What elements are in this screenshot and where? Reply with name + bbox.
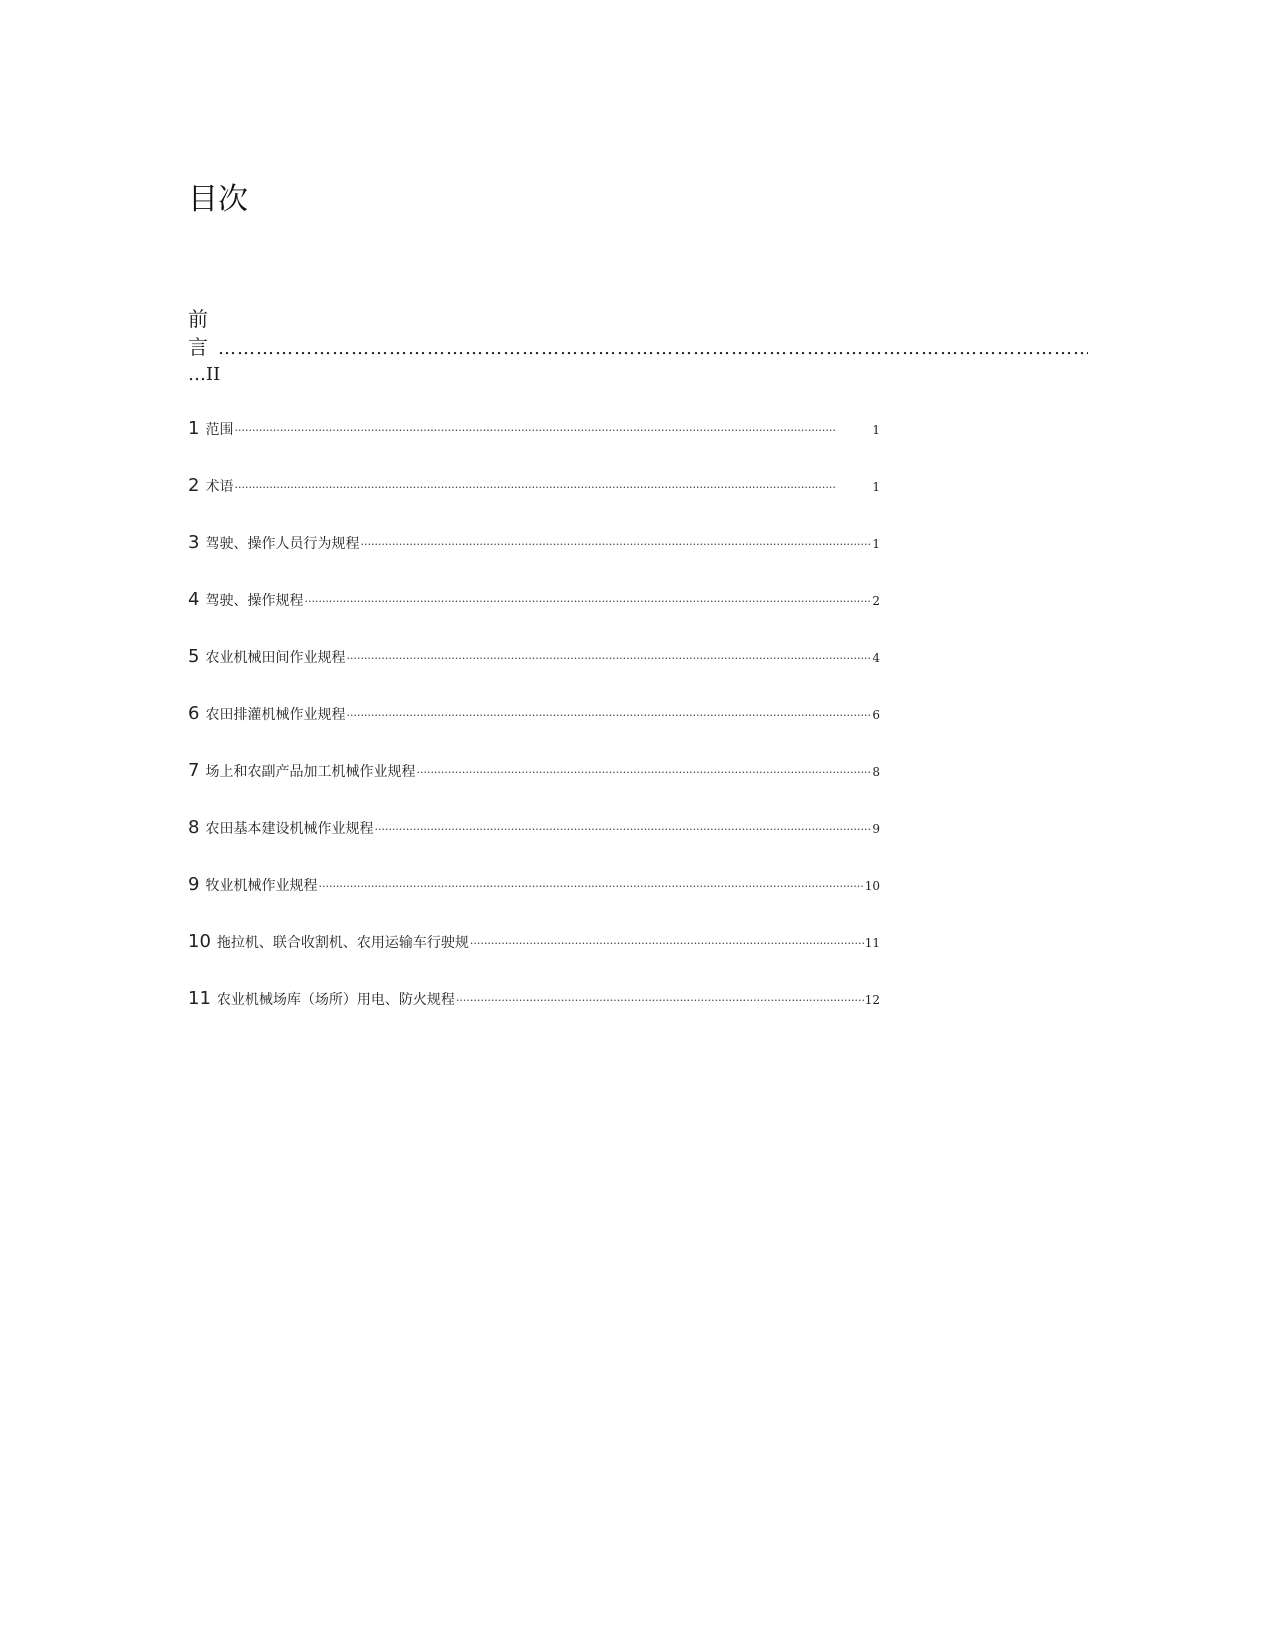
dot-leader — [234, 424, 871, 437]
toc-entry-page: 2 — [872, 594, 880, 608]
dot-leader — [360, 538, 871, 551]
toc-entry[interactable] — [188, 931, 880, 988]
dot-leader — [470, 937, 864, 950]
toc-entry[interactable] — [188, 532, 880, 589]
toc-entry-number: 2 — [188, 475, 200, 496]
toc-entry[interactable] — [188, 646, 880, 703]
toc-entry-number: 1 — [188, 418, 200, 439]
toc-entry[interactable] — [188, 817, 880, 874]
toc-entry-title: 农业机械场库（场所）用电、防火规程 — [216, 992, 455, 1008]
toc-entry-title: 驾驶、操作规程 — [205, 593, 304, 609]
preface-page-number: …II — [188, 364, 221, 385]
toc-entry-number: 7 — [188, 760, 200, 781]
toc-entry[interactable] — [188, 874, 880, 931]
toc-entry-page: 4 — [872, 651, 880, 665]
toc-entry-page: 6 — [872, 708, 880, 722]
toc-entry-title: 牧业机械作业规程 — [205, 878, 318, 894]
toc-entry-title: 场上和农副产品加工机械作业规程 — [205, 764, 416, 780]
toc-entry-title: 范围 — [205, 422, 234, 438]
toc-entry-number: 8 — [188, 817, 200, 838]
dot-leader — [346, 652, 871, 665]
toc-entry[interactable] — [188, 760, 880, 817]
toc-entry-preface[interactable] — [188, 305, 1088, 389]
toc-entry-page: 1 — [872, 537, 880, 551]
toc-list — [188, 418, 880, 1045]
dot-leader — [374, 823, 871, 836]
toc-entry-title: 农业机械田间作业规程 — [205, 650, 346, 666]
dot-leader — [346, 709, 871, 722]
toc-entry-page: 8 — [872, 765, 880, 779]
toc-entry-page: 1 — [872, 423, 880, 437]
toc-entry-page: 10 — [864, 879, 880, 893]
dot-leader — [234, 481, 871, 494]
dot-leader — [218, 335, 1088, 361]
toc-entry-number: 6 — [188, 703, 200, 724]
toc-entry-number: 3 — [188, 532, 200, 553]
toc-entry-title: 农田基本建设机械作业规程 — [205, 821, 374, 837]
dot-leader — [416, 766, 871, 779]
toc-entry-page: 11 — [864, 936, 880, 950]
toc-entry[interactable] — [188, 475, 880, 532]
toc-entry[interactable] — [188, 703, 880, 760]
toc-entry-number: 11 — [188, 988, 211, 1009]
toc-entry-number: 10 — [188, 931, 211, 952]
preface-leader-line — [188, 333, 1088, 361]
toc-entry-number: 4 — [188, 589, 200, 610]
toc-entry-number: 9 — [188, 874, 200, 895]
toc-entry[interactable] — [188, 988, 880, 1045]
preface-label-second-char: 言 — [188, 335, 208, 359]
page-title: 目次 — [188, 182, 248, 217]
toc-entry-title: 农田排灌机械作业规程 — [205, 707, 346, 723]
toc-entry-page: 12 — [864, 993, 880, 1007]
toc-entry-title: 术语 — [205, 479, 234, 495]
toc-entry-number: 5 — [188, 646, 200, 667]
toc-entry-title: 驾驶、操作人员行为规程 — [205, 536, 360, 552]
dot-leader — [304, 595, 871, 608]
preface-label-first-char: 前 — [188, 307, 208, 331]
toc-entry-title: 拖拉机、联合收割机、农用运输车行驶规 — [216, 935, 469, 951]
dot-leader — [456, 994, 864, 1007]
toc-entry-page: 1 — [872, 480, 880, 494]
toc-entry[interactable] — [188, 418, 880, 475]
toc-entry[interactable] — [188, 589, 880, 646]
dot-leader — [318, 880, 863, 893]
toc-entry-page: 9 — [872, 822, 880, 836]
